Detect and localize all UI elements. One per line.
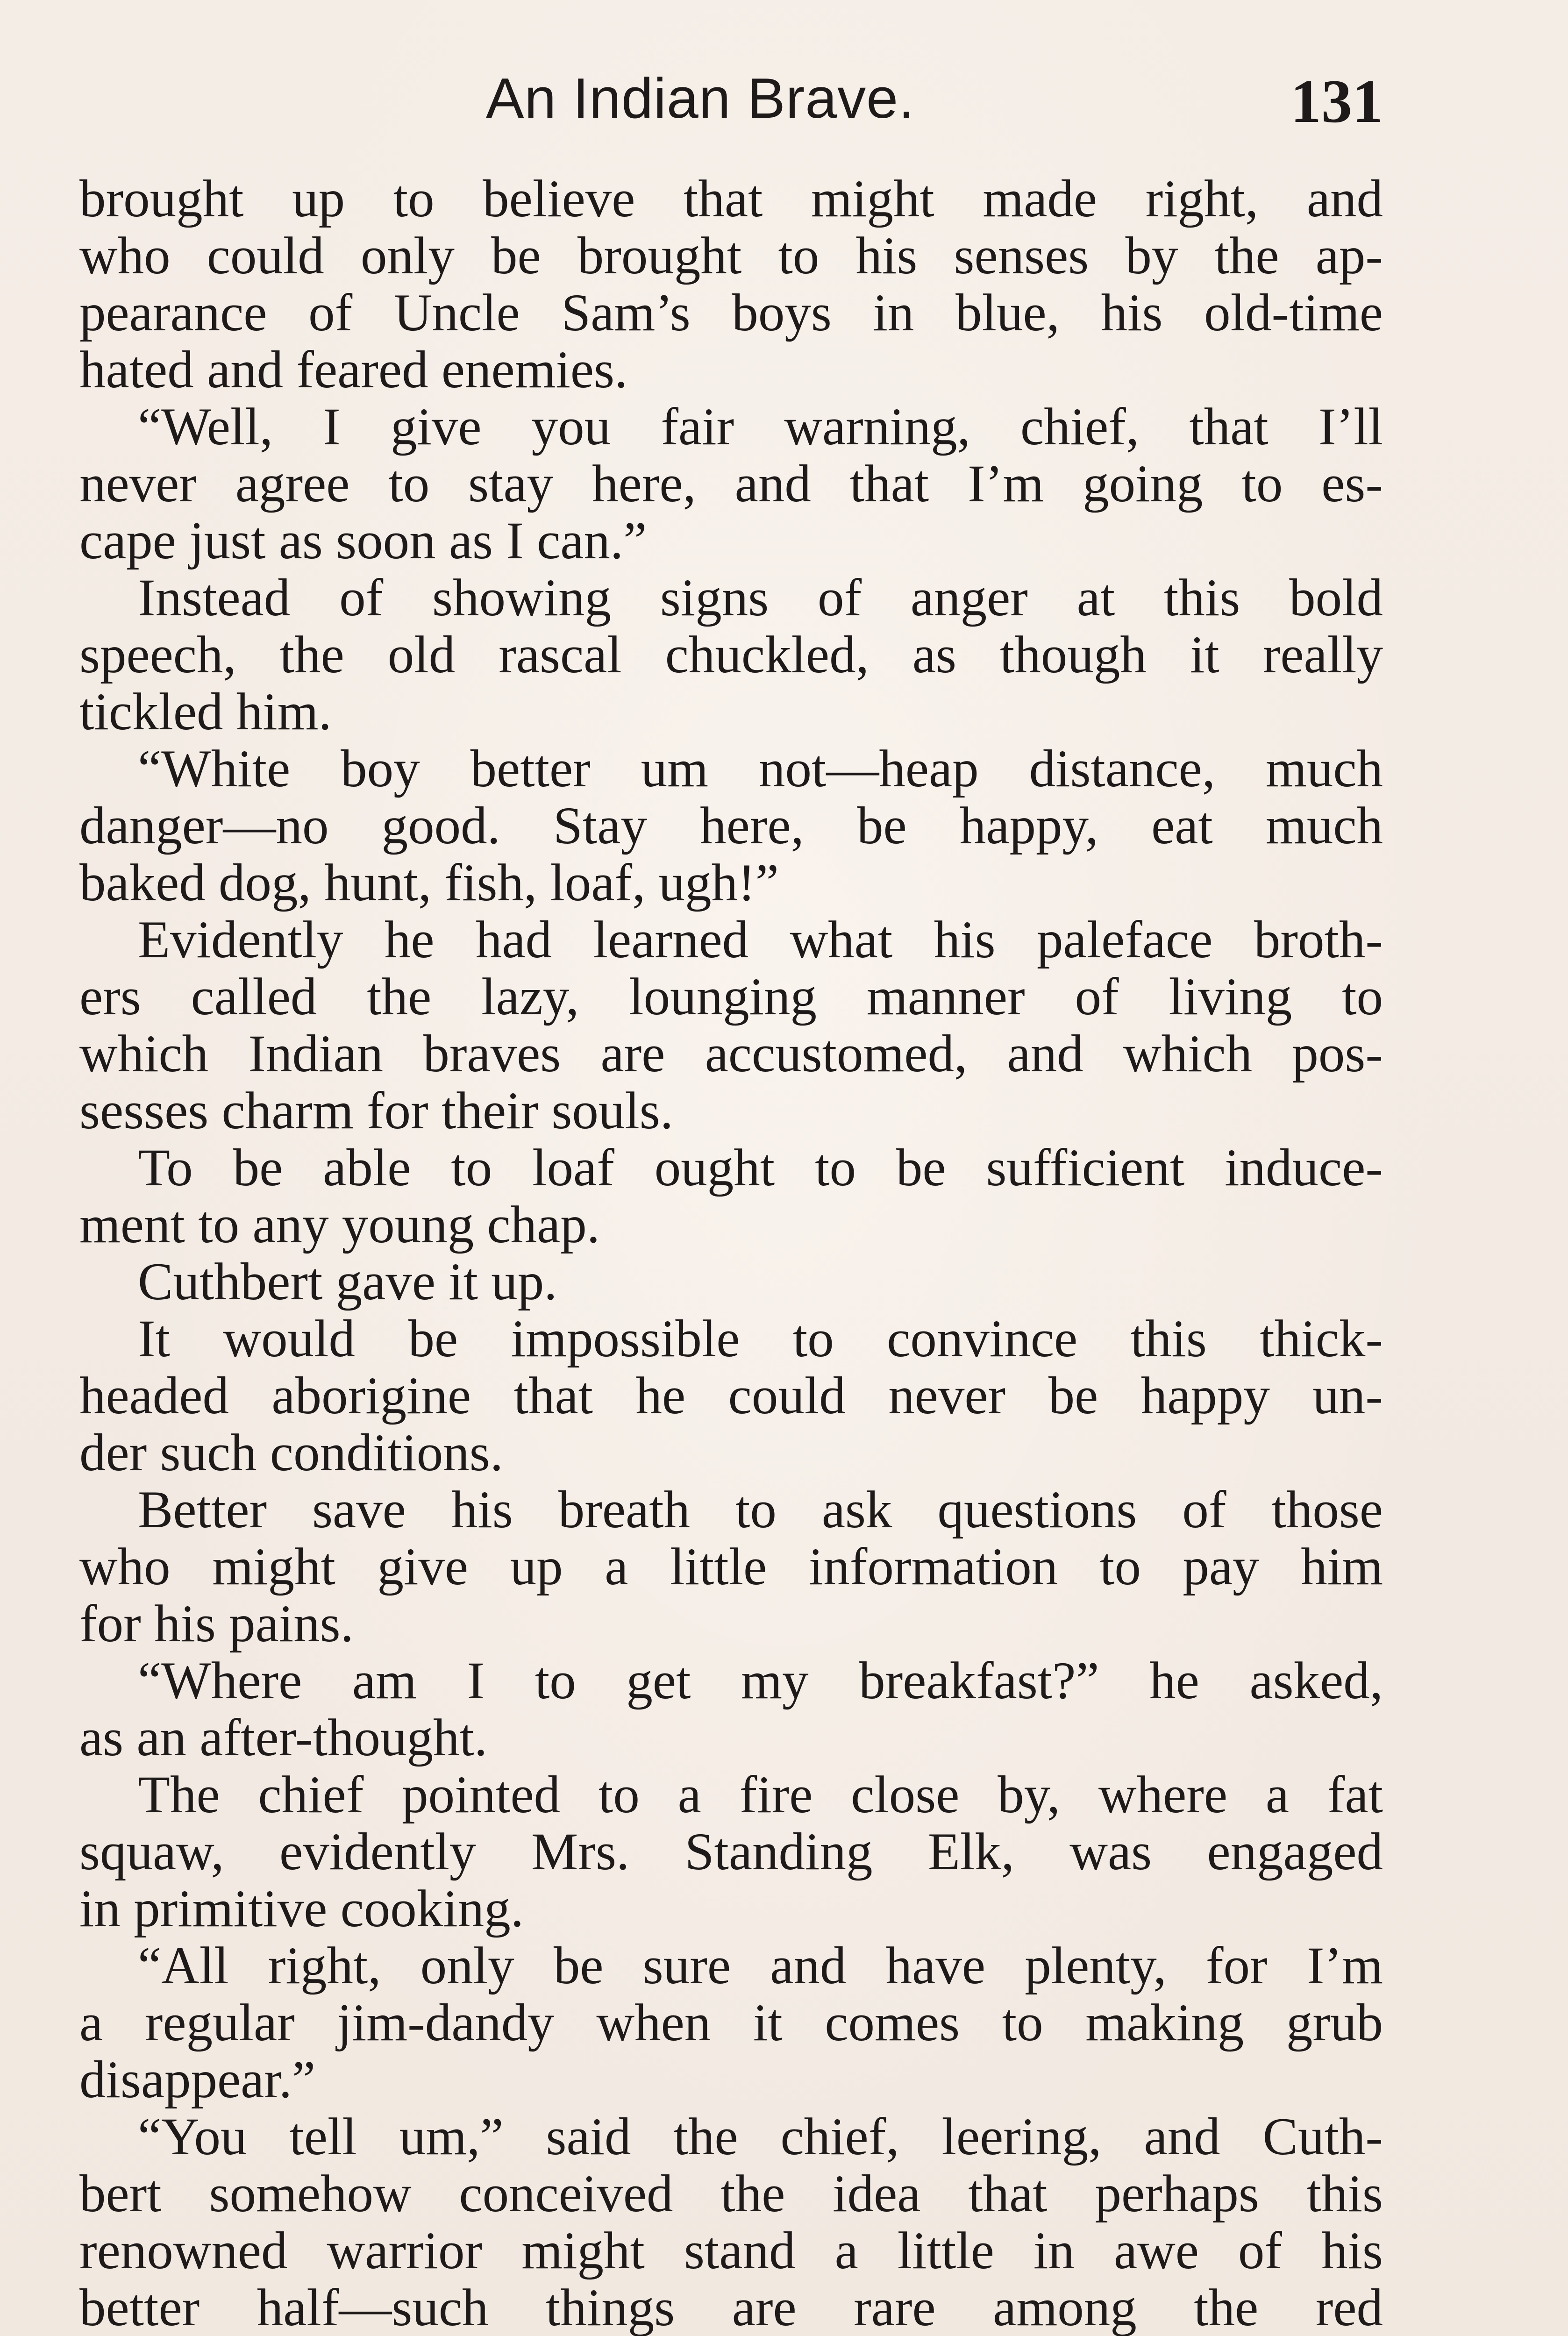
text-line: “All right, only be sure and have plenty, for I’m [138,1937,1383,1995]
text-line: ment to any young chap. [79,1196,600,1254]
text-line: Better save his breath to ask questions of those [138,1481,1383,1539]
body-text [79,171,1383,2336]
text-line: in primitive cooking. [79,1880,524,1938]
text-line: a regular jim-dandy when it comes to making grub [79,1994,1383,2052]
text-line: The chief pointed to a fire close by, where a fat [138,1766,1383,1824]
text-line: who could only be brought to his senses by the ap- [79,227,1383,285]
text-line: headed aborigine that he could never be happy un- [79,1367,1383,1425]
text-line: Cuthbert gave it up. [138,1253,557,1311]
text-line: who might give up a little information to pay him [79,1538,1383,1596]
text-line: To be able to loaf ought to be sufficient induce- [138,1139,1383,1197]
text-line: It would be impossible to convince this thick- [138,1310,1383,1368]
text-line: squaw, evidently Mrs. Standing Elk, was engaged [79,1823,1383,1881]
text-line: sesses charm for their souls. [79,1082,673,1140]
text-line: pearance of Uncle Sam’s boys in blue, his old-time [79,284,1383,342]
text-line: for his pains. [79,1595,354,1653]
page-number: 131 [1290,67,1383,135]
text-line: Instead of showing signs of anger at this bold [138,569,1383,627]
text-line: baked dog, hunt, fish, loaf, ugh!” [79,854,779,912]
text-line: hated and feared enemies. [79,341,628,399]
text-line: “You tell um,” said the chief, leering, and Cuth- [138,2108,1383,2166]
text-line: disappear.” [79,2051,316,2109]
text-line: “White boy better um not—heap distance, much [138,740,1383,798]
text-line: as an after-thought. [79,1709,488,1767]
text-line: renowned warrior might stand a little in awe of his [79,2222,1383,2280]
text-line: speech, the old rascal chuckled, as though it really [79,626,1383,684]
text-line: Evidently he had learned what his paleface broth- [138,911,1383,969]
text-line: brought up to believe that might made right, and [79,170,1383,228]
text-line: better half—such things are rare among the red [79,2279,1383,2336]
text-line: “Well, I give you fair warning, chief, that I’ll [138,398,1383,456]
page-header [79,65,1383,135]
text-line: ers called the lazy, lounging manner of living to [79,968,1383,1026]
text-line: bert somehow conceived the idea that perhaps this [79,2165,1383,2223]
text-line: never agree to stay here, and that I’m going to es- [79,455,1383,513]
text-line: cape just as soon as I can.” [79,512,647,570]
text-line: danger—no good. Stay here, be happy, eat much [79,797,1383,855]
text-line: tickled him. [79,683,332,741]
running-title: An Indian Brave. [486,66,915,130]
text-line: der such conditions. [79,1424,503,1482]
text-line: which Indian braves are accustomed, and which pos- [79,1025,1383,1083]
text-line: “Where am I to get my breakfast?” he asked, [138,1652,1383,1710]
